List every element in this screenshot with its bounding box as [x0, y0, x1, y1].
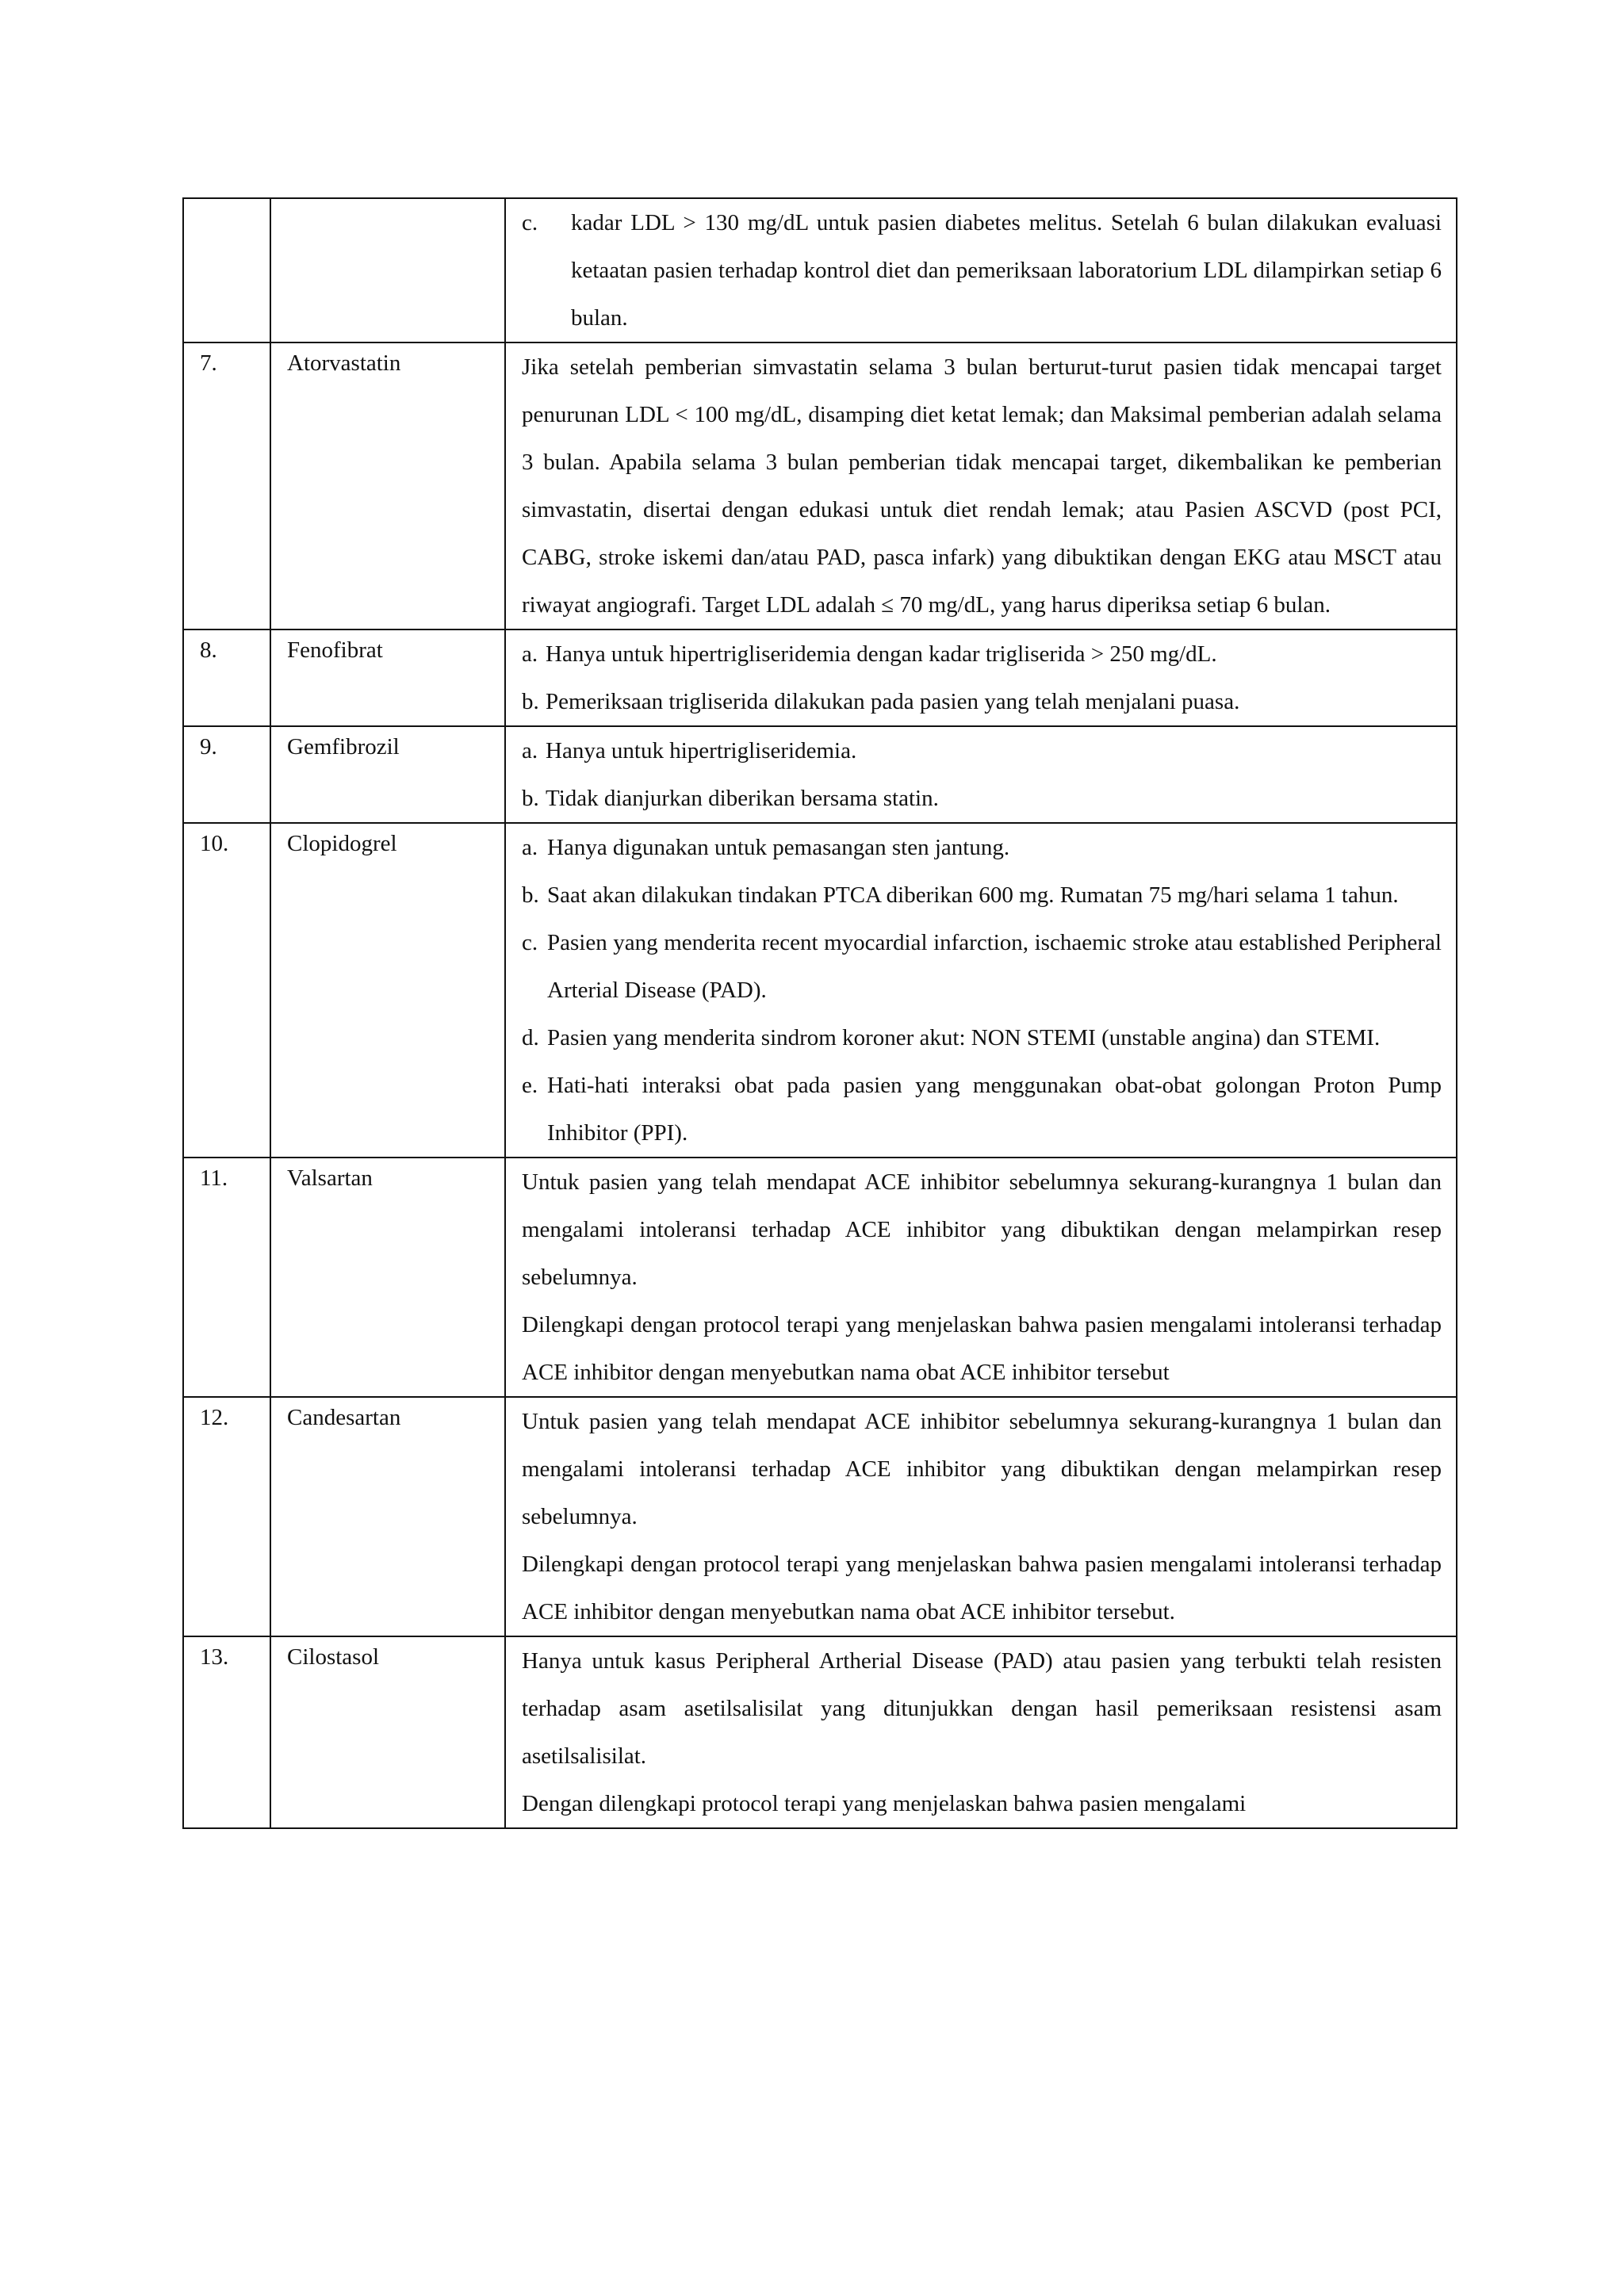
row-number-cell [183, 198, 270, 342]
restriction-cell [505, 1158, 1457, 1397]
table-body [183, 198, 1457, 1828]
drug-name-cell [270, 1397, 505, 1636]
restriction-text [506, 343, 1456, 629]
paragraph: Hanya untuk kasus Peripheral Artherial Disease (PAD) atau pasien yang terbukti telah resisten terhadap asam asetilsalisilat yang ditunjukkan dengan hasil pemeriksaan resistensi asam asetilsalisilat. [522, 1648, 1442, 1769]
drug-name-cell [270, 342, 505, 629]
row-number-cell [183, 1158, 270, 1397]
list-text: Hanya digunakan untuk pemasangan sten jantung. [547, 835, 1010, 860]
drug-name-cell [270, 1158, 505, 1397]
row-number-cell [183, 342, 270, 629]
restriction-cell [505, 198, 1457, 342]
list-text: Pasien yang menderita sindrom koroner akut: NON STEMI (unstable angina) dan STEMI. [547, 1025, 1381, 1050]
paragraph: Dengan dilengkapi protocol terapi yang menjelaskan bahwa pasien mengalami [522, 1791, 1247, 1816]
row-number-cell [183, 1636, 270, 1828]
list-item [522, 1062, 1442, 1157]
list-text: kadar LDL > 130 mg/dL untuk pasien diabetes melitus. Setelah 6 bulan dilakukan evaluasi ketaatan pasien terhadap kontrol diet dan pemeriksaan laboratorium LDL dilampirkan setiap 6 bulan. [571, 210, 1442, 331]
list-marker: c. [522, 210, 538, 235]
list-marker: a. [522, 738, 538, 763]
paragraph: Jika setelah pemberian simvastatin selama 3 bulan berturut-turut pasien tidak mencapai target penurunan LDL < 100 mg/dL, disamping diet ketat lemak; dan Maksimal pemberian adalah selama 3 bulan. Apabila selama 3 bulan pemberian tidak mencapai target, dikembalikan ke pemberian simvastatin, disertai dengan edukasi untuk diet rendah lemak; atau Pasien ASCVD (post PCI, CABG, stroke iskemi dan/atau PAD, pasca infark) yang dibuktikan dengan EKG atau MSCT atau riwayat angiografi. Target LDL adalah ≤ 70 mg/dL, yang harus diperiksa setiap 6 bulan. [522, 354, 1442, 618]
row-number: 10. [200, 831, 229, 856]
table-row [183, 823, 1457, 1158]
drug-name: Cilostasol [287, 1644, 380, 1670]
table-row [183, 198, 1457, 342]
restriction-cell [505, 823, 1457, 1158]
drug-name-cell [270, 823, 505, 1158]
row-number: 12. [200, 1405, 229, 1430]
drug-name: Fenofibrat [287, 637, 383, 663]
list-marker: a. [522, 641, 538, 667]
list-item [522, 727, 1442, 775]
row-number: 11. [200, 1165, 228, 1191]
row-number-cell [183, 1397, 270, 1636]
restriction-text [506, 630, 1456, 725]
list-item [522, 678, 1442, 725]
list-marker: b. [522, 689, 539, 714]
restriction-cell [505, 726, 1457, 823]
list-marker: e. [522, 1073, 538, 1098]
restriction-text [506, 1398, 1456, 1636]
list-item [522, 630, 1442, 678]
drug-name: Candesartan [287, 1405, 401, 1430]
paragraph: Untuk pasien yang telah mendapat ACE inhibitor sebelumnya sekurang-kurangnya 1 bulan dan mengalami intoleransi terhadap ACE inhibitor yang dibuktikan dengan melampirkan resep sebelumnya. [522, 1169, 1442, 1290]
table-row [183, 1636, 1457, 1828]
restriction-text [506, 824, 1456, 1157]
drug-name: Valsartan [287, 1165, 373, 1191]
table-row [183, 1158, 1457, 1397]
list-marker: c. [522, 930, 538, 955]
list-text: Hanya untuk hipertrigliseridemia. [546, 738, 857, 763]
list-marker: b. [522, 786, 539, 811]
restriction-cell [505, 629, 1457, 726]
drug-name-cell [270, 198, 505, 342]
row-number: 9. [200, 734, 217, 760]
list-item [522, 824, 1442, 871]
list-marker: d. [522, 1025, 539, 1050]
restriction-text [506, 1158, 1456, 1396]
list-item [522, 775, 1442, 822]
drug-name [271, 199, 504, 204]
restriction-text [506, 199, 1456, 342]
table-row [183, 629, 1457, 726]
list-marker: b. [522, 882, 539, 908]
list-item [522, 871, 1442, 919]
list-item [522, 919, 1442, 1014]
list-text: Saat akan dilakukan tindakan PTCA diberikan 600 mg. Rumatan 75 mg/hari selama 1 tahun. [547, 882, 1399, 908]
list-item [522, 1014, 1442, 1062]
drug-name-cell [270, 629, 505, 726]
drug-name: Clopidogrel [287, 831, 397, 856]
drug-name: Gemfibrozil [287, 734, 400, 760]
row-number: 7. [200, 350, 217, 376]
restriction-cell [505, 1397, 1457, 1636]
table-row [183, 1397, 1457, 1636]
list-text: Pemeriksaan trigliserida dilakukan pada pasien yang telah menjalani puasa. [546, 689, 1240, 714]
list-text: Tidak dianjurkan diberikan bersama statin. [546, 786, 939, 811]
list-marker: a. [522, 835, 538, 860]
list-text: Hanya untuk hipertrigliseridemia dengan kadar trigliserida > 250 mg/dL. [546, 641, 1217, 667]
restriction-text [506, 727, 1456, 822]
row-number: 8. [200, 637, 217, 663]
restriction-cell [505, 342, 1457, 629]
restriction-cell [505, 1636, 1457, 1828]
drug-name-cell [270, 1636, 505, 1828]
table-row [183, 342, 1457, 629]
row-number-cell [183, 823, 270, 1158]
drug-restriction-table [182, 197, 1457, 1829]
paragraph: Dilengkapi dengan protocol terapi yang menjelaskan bahwa pasien mengalami intoleransi terhadap ACE inhibitor dengan menyebutkan nama obat ACE inhibitor tersebut. [522, 1552, 1442, 1624]
paragraph: Untuk pasien yang telah mendapat ACE inhibitor sebelumnya sekurang-kurangnya 1 bulan dan mengalami intoleransi terhadap ACE inhibitor yang dibuktikan dengan melampirkan resep sebelumnya. [522, 1409, 1442, 1529]
row-number-cell [183, 629, 270, 726]
drug-name-cell [270, 726, 505, 823]
list-text: Hati-hati interaksi obat pada pasien yang menggunakan obat-obat golongan Proton Pump Inhibitor (PPI). [547, 1073, 1442, 1146]
row-number-cell [183, 726, 270, 823]
table-row [183, 726, 1457, 823]
row-number [184, 199, 270, 204]
list-item [522, 199, 1442, 342]
restriction-text [506, 1637, 1456, 1827]
row-number: 13. [200, 1644, 229, 1670]
drug-name: Atorvastatin [287, 350, 401, 376]
list-text: Pasien yang menderita recent myocardial infarction, ischaemic stroke atau established Peripheral Arterial Disease (PAD). [547, 930, 1442, 1003]
paragraph: Dilengkapi dengan protocol terapi yang menjelaskan bahwa pasien mengalami intoleransi terhadap ACE inhibitor dengan menyebutkan nama obat ACE inhibitor tersebut [522, 1312, 1442, 1385]
